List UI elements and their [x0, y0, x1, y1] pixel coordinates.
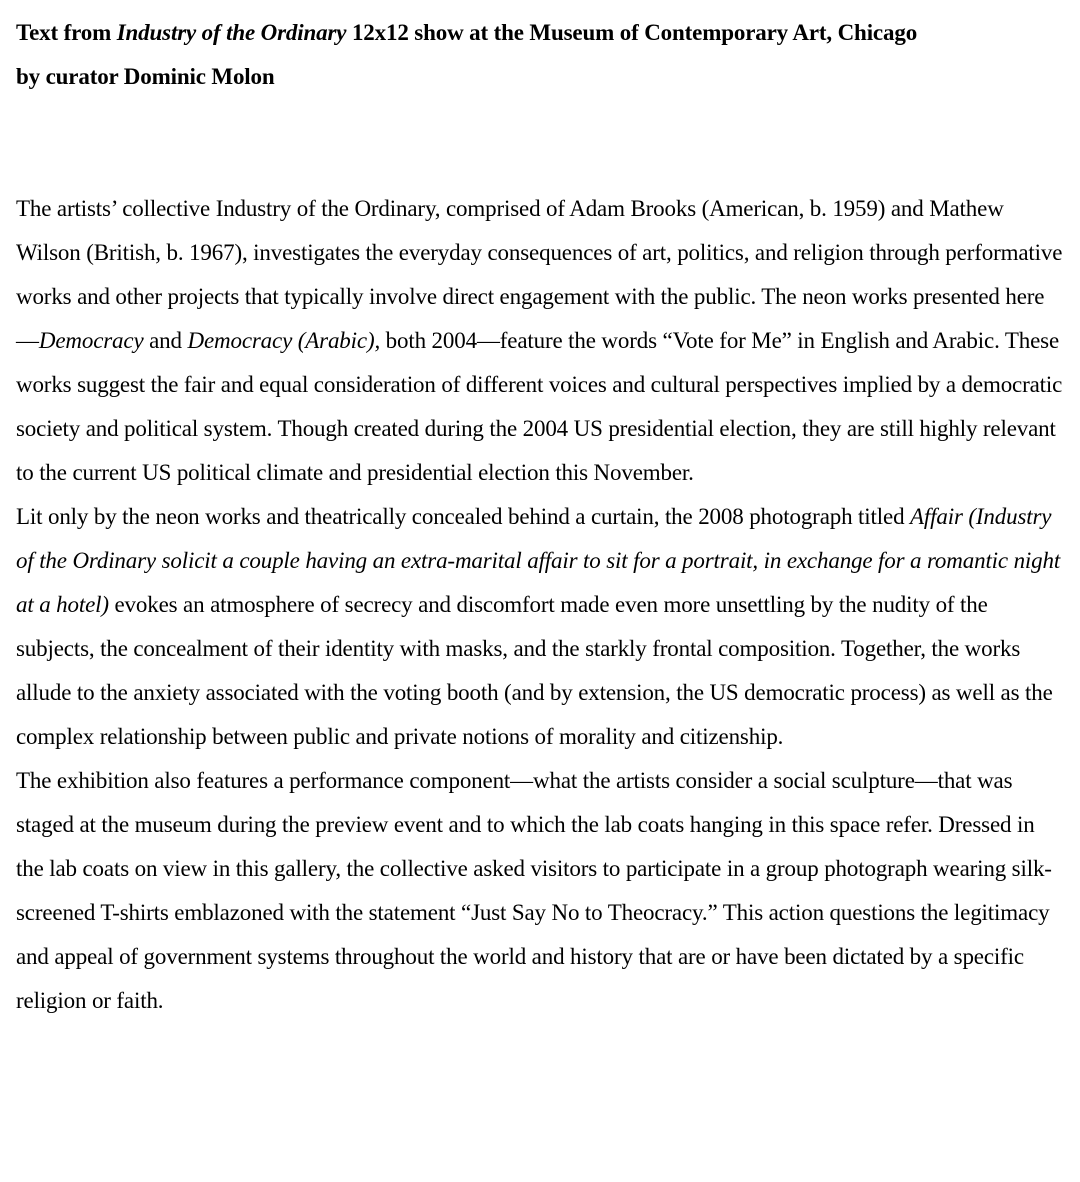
paragraph-3-text: The exhibition also features a performance component—what the artists consider a social sculpture—that was staged at the museum during the preview event and to which the lab coats hanging in this space refer. Dressed in the lab coats on view in this gallery, the collective asked visitors to participate in a group photograph wearing silk-screened T-shirts emblazoned with the statement “Just Say No to Theocracy.” This action questions the legitimacy and appeal of government systems throughout the world and history that are or have been dictated by a specific religion or faith.: [16, 768, 1052, 1013]
paragraph-1: [16, 187, 1066, 495]
title-byline: by curator Dominic Molon: [16, 64, 275, 89]
title-text-prefix: Text from: [16, 20, 117, 45]
document-page: [16, 0, 1066, 1023]
title-text-suffix: 12x12 show at the Museum of Contemporary Art, Chicago: [346, 20, 918, 45]
paragraph-1-italic-a: Democracy: [38, 328, 144, 353]
document-title: [16, 0, 1066, 99]
document-body: [16, 187, 1066, 1023]
paragraph-2: [16, 495, 1066, 759]
paragraph-1-text-c: both 2004—feature the words “Vote for Me” in English and Arabic. These works suggest the fair and equal consideration of different voices and cultural perspectives implied by a democratic society and political system. Though created during the 2004 US presidential election, they are still highly relevant to the current US political climate and presidential election this November.: [16, 328, 1063, 485]
title-italic-name: Industry of the Ordinary: [116, 20, 347, 45]
paragraph-1-italic-b: Democracy (Arabic),: [187, 328, 381, 353]
paragraph-2-text-b: evokes an atmosphere of secrecy and discomfort made even more unsettling by the nudity of the subjects, the concealment of their identity with masks, and the starkly frontal composition. Together, the works allude to the anxiety associated with the voting booth (and by extension, the US democratic process) as well as the complex relationship between public and private notions of morality and citizenship.: [16, 592, 1053, 749]
paragraph-2-text-a: Lit only by the neon works and theatrically concealed behind a curtain, the 2008 photograph titled: [16, 504, 911, 529]
paragraph-3: [16, 759, 1066, 1023]
paragraph-1-text-a: The artists’ collective Industry of the Ordinary, comprised of Adam Brooks (American, b. 1959) and Mathew Wilson (British, b. 1967), investigates the everyday consequences of art, politics, and religion through performative works and other projects that typically involve direct engagement with the public. The neon works presented here—: [16, 196, 1063, 353]
paragraph-1-text-b: and: [143, 328, 188, 353]
paragraph-2-italic-title: Affair (Industry of the Ordinary solicit a couple having an extra-marital affair to sit for a portrait, in exchange for a romantic night at a hotel): [16, 504, 1061, 617]
